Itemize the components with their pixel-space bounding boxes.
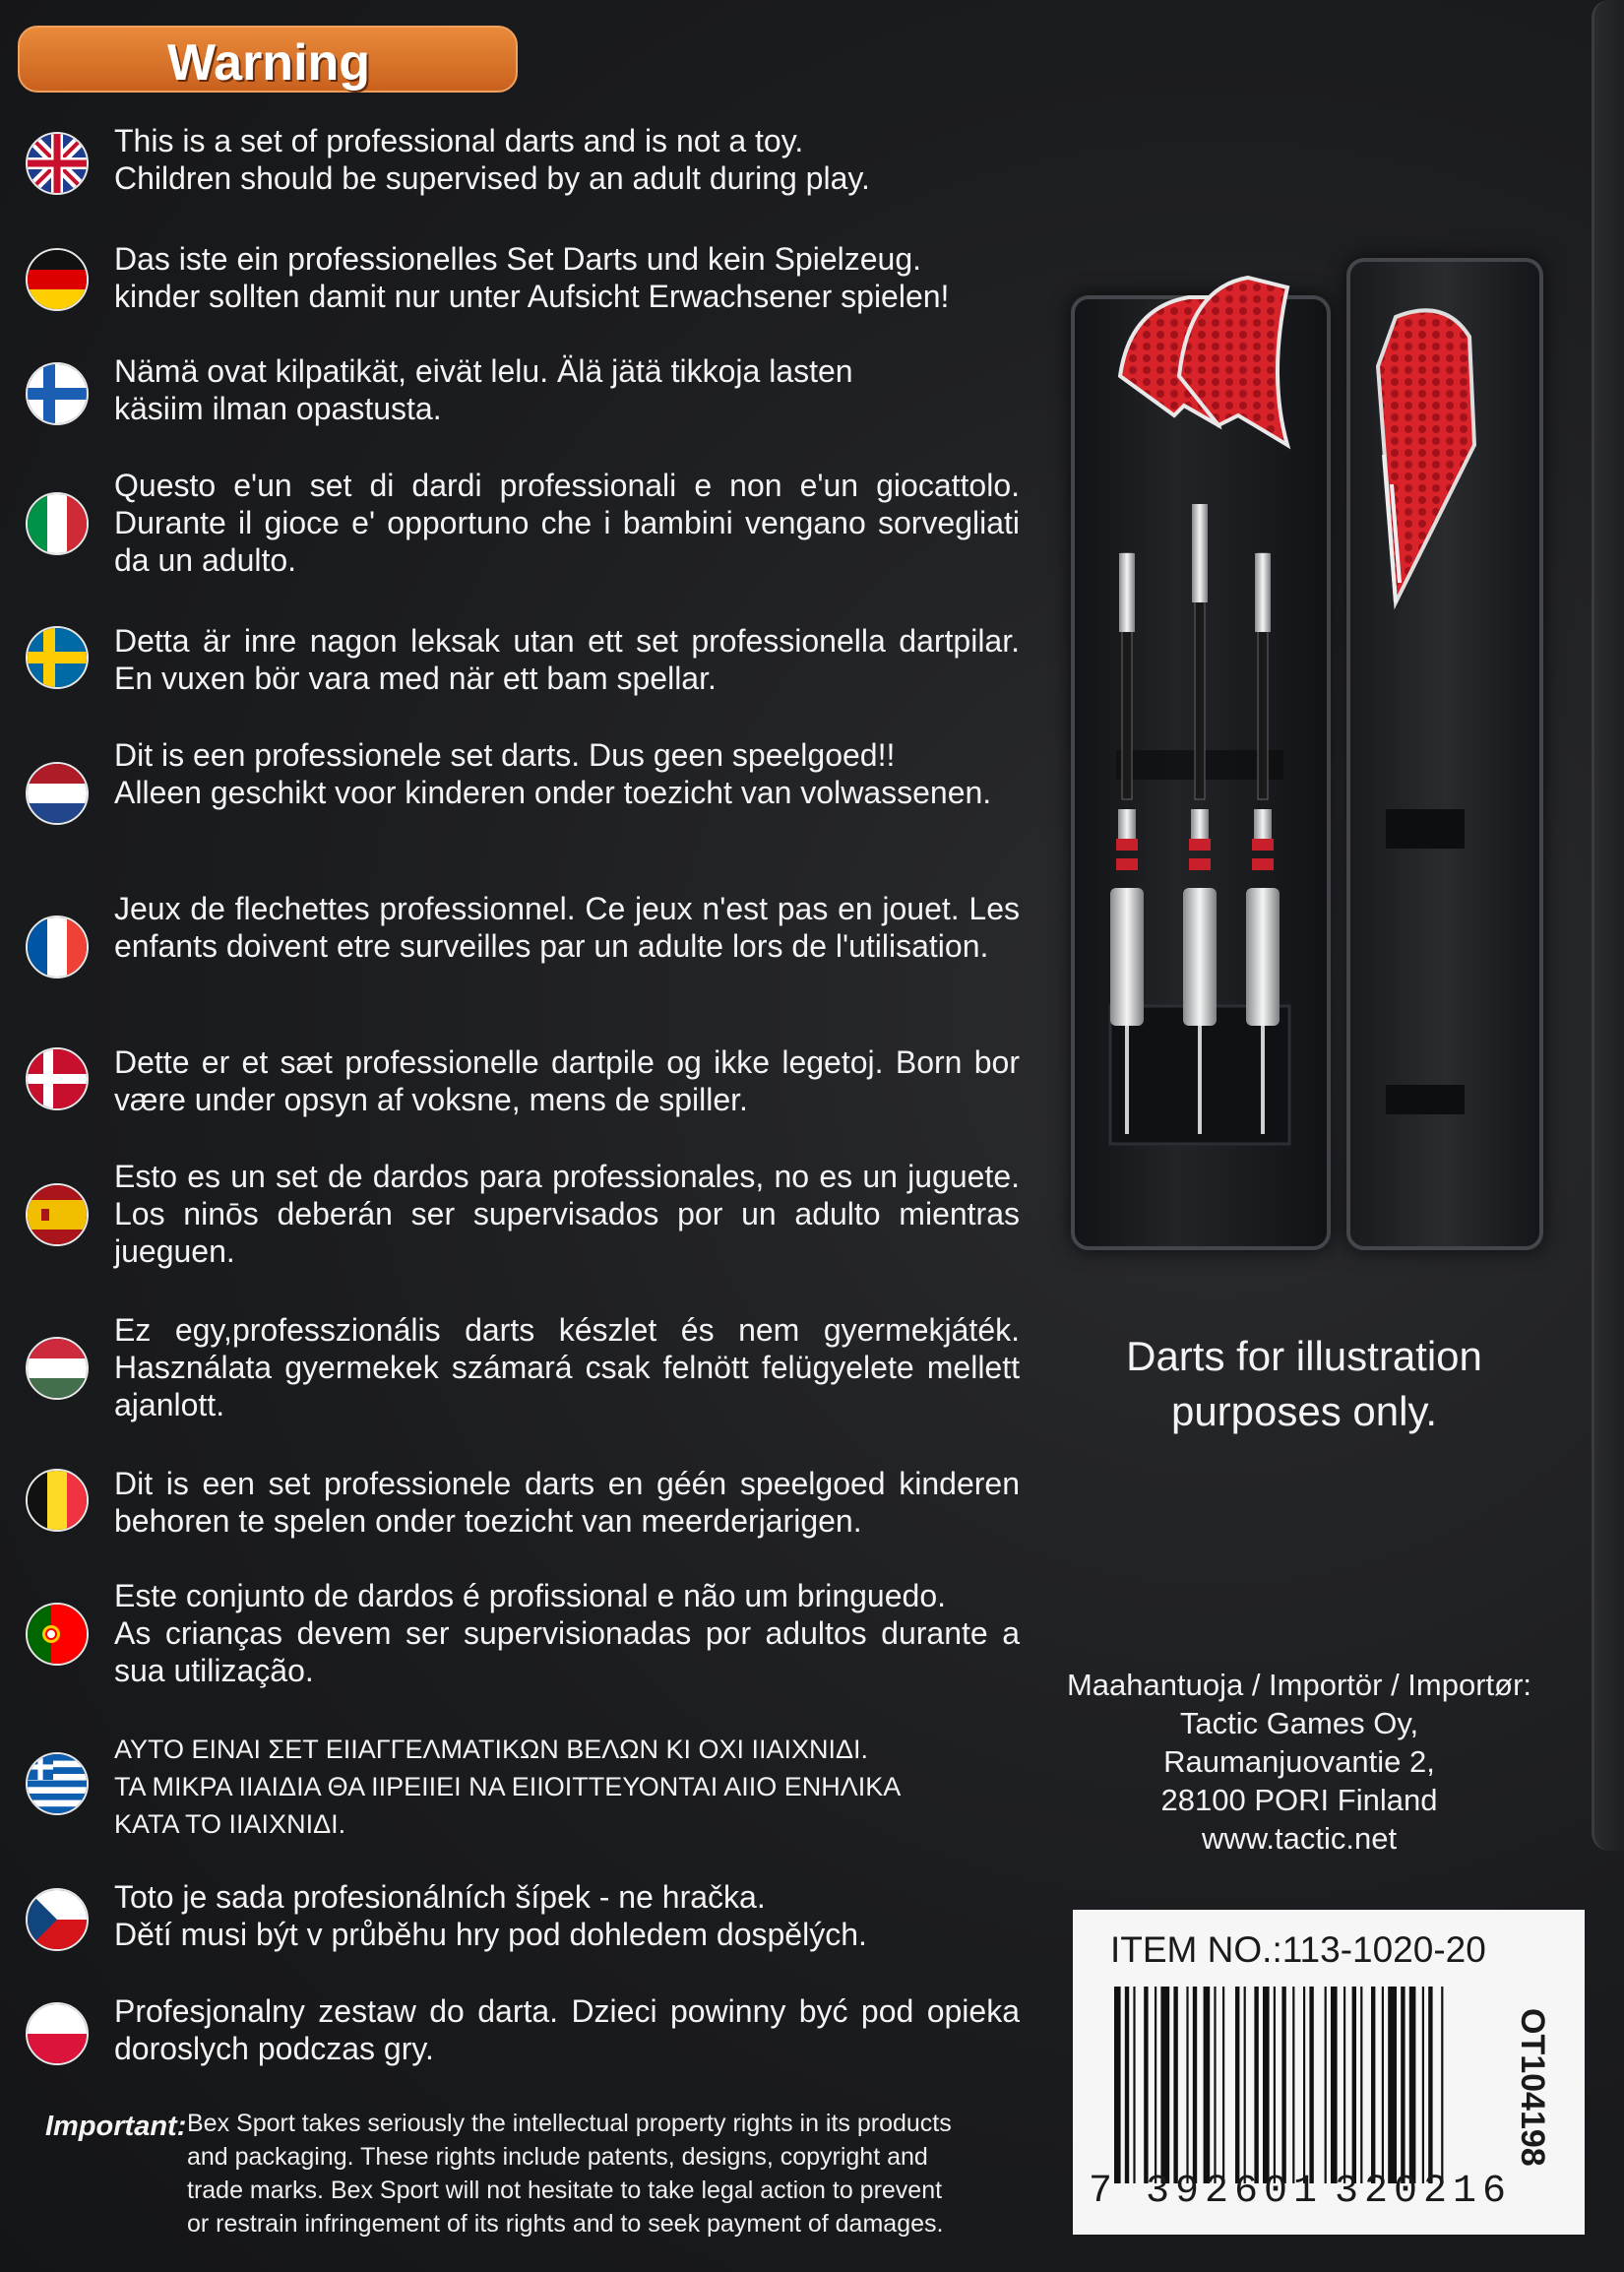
barcode-bars [1110,1987,1514,2183]
barcode-bar [1325,1987,1327,2183]
item-number: ITEM NO.:113-1020-20 [1110,1929,1486,1970]
barcode-digits-right: 320216 [1335,2170,1513,2214]
barcode-bar [1193,1987,1197,2183]
barcode-digits-left: 392601 [1146,2170,1324,2214]
barcode-bar [1125,1987,1129,2183]
warning-text-el: ΑΥΤΟ ΕΙΝΑΙ ΣΕΤ ΕΙΙΑΓΓΕΛΜΑΤΙΚΩΝ ΒΕΛΩΝ ΚΙ ΟΧΙ ΙΙΑΙΧΝΙΔΙ. ΤΑ ΜΙΚΡΑ ΙΙΑΙΔΙΑ ΘΑ ΙΙΡΕΙΙΕΙ ΝΑ ΕΙΙΟΙΤΤΕΥΟΝΤΑΙ ΑΙΙΟ ΕΝΗΛΙΚΑ ΚΑΤΑ ΤΟ ΙΙΑΙΧΝΙΔΙ. [114,1735,902,1839]
warning-text-pt: Este conjunto de dardos é profissional e não um bringuedo. As crianças devem ser supervisionadas por adultos durante a sua utilização. [114,1578,1020,1688]
warning-text-da: Dette er et sæt professionelle dartpile og ikke legetoj. Born bor være under opsyn af voksne, mens de spiller. [114,1044,1020,1117]
barcode-bar [1303,1987,1305,2183]
warning-text-es: Esto es un set de dardos para professionales, no es un juguete. Los ninōs deberán ser supervisados por un adulto mientras jueguen. [114,1159,1020,1269]
poland-flag-icon [26,2002,89,2065]
barcode-bar [1222,1987,1224,2183]
darts-illustration [1071,258,1543,1250]
barcode-bar [1235,1987,1239,2183]
package-edge [1592,0,1624,1851]
barcode-digit-prefix: 7 [1089,2170,1113,2214]
warning-text-hu: Ez egy,professzionális darts készlet és nem gyermekjáték. Használata gyermekek számará csak felnött felügyelete mellett ajanlott. [114,1312,1020,1422]
czech-flag-icon [26,1888,89,1951]
importer-website: www.tactic.net [1201,1821,1398,1856]
importer-address [1043,1666,1555,1858]
uk-flag-icon [26,132,89,195]
important-label: Important: [45,2111,187,2142]
warning-text-pl: Profesjonalny zestaw do darta. Dzieci powinny być pod opieka doroslych podczas gry. [114,1993,1020,2066]
warning-text-de: Das iste ein professionelles Set Darts und kein Spielzeug. kinder sollten damit nur unter Aufsicht Erwachsener spielen! [114,241,950,314]
greece-flag-icon [26,1752,89,1815]
barcode-bar [1360,1987,1362,2183]
importer-street: Raumanjuovantie 2, [1163,1744,1435,1779]
important-text: Bex Sport takes seriously the intellectual property rights in its products and packaging. These rights include patents, designs, copyright and trade marks. Bex Sport will not hesitate to take legal action to prevent or restrain infringement of its rights and to seek payment of damages. [187,2110,952,2238]
importer-city: 28100 PORI Finland [1160,1783,1438,1817]
italy-flag-icon [26,492,89,555]
barcode-bar [1144,1987,1148,2183]
barcode-bar [1133,1987,1135,2183]
warning-text-cs: Toto je sada profesionálních šípek - ne hračka. Dětí musi být v průběhu hry pod dohledem dospělých. [114,1879,867,1952]
finland-flag-icon [26,362,89,425]
barcode-bar [1204,1987,1211,2183]
side-code-text: OT104198 [1514,2008,1551,2167]
barcode-bar [1382,1987,1384,2183]
warning-banner [18,26,518,93]
side-code [1514,2008,1581,2205]
barcode-bar [1422,1987,1424,2183]
belgium-flag-icon [26,1469,89,1532]
barcode-bar [1254,1987,1258,2183]
importer-heading: Maahantuoja / Importör / Importør: [1066,1668,1532,1702]
warning-text-nl: Dit is een professionele set darts. Dus geen speelgoed!! Alleen geschikt voor kinderen onder toezicht van volwassenen. [114,737,992,810]
barcode-bar [1160,1987,1169,2183]
warning-text-it: Questo e'un set di dardi professionali e non e'un giocattolo. Durante il gioce e' opportuno che i bambini vengano sorvegliati da un adulto. [114,468,1020,578]
barcode-bar [1173,1987,1177,2183]
barcode-bar [1292,1987,1294,2183]
denmark-flag-icon [26,1047,89,1110]
spare-flight [1378,310,1474,602]
warning-text-be: Dit is een set professionele darts en géén speelgoed kinderen behoren te spelen onder toezicht van meerderjarigen. [114,1466,1020,1539]
barcode-bar [1281,1987,1285,2183]
barcode-bar [1388,1987,1397,2183]
barcode-bar [1401,1987,1405,2183]
barcode-bar [1114,1987,1121,2183]
barcode-bar [1244,1987,1246,2183]
barcode-bar [1343,1987,1345,2183]
sweden-flag-icon [26,626,89,689]
warning-text-fr: Jeux de flechettes professionnel. Ce jeux n'est pas en jouet. Les enfants doivent etre surveilles par un adulte lors de l'utilisation. [114,891,1020,964]
barcode-label [1073,1910,1585,2235]
warning-title: Warning [167,34,371,92]
barcode-bar [1352,1987,1356,2183]
france-flag-icon [26,915,89,978]
barcode-bar [1309,1987,1313,2183]
barcode-bar [1214,1987,1216,2183]
barcode-bar [1409,1987,1416,2183]
spain-flag-icon [26,1183,89,1246]
barcode-bar [1263,1987,1270,2183]
germany-flag-icon [26,248,89,311]
hungary-flag-icon [26,1337,89,1400]
warning-text-en: This is a set of professional darts and is not a toy. Children should be supervised by an adult during play. [114,123,870,196]
importer-company: Tactic Games Oy, [1179,1706,1419,1740]
netherlands-flag-icon [26,762,89,825]
warning-text-fi: Nämä ovat kilpatikät, eivät lelu. Älä jätä tikkoja lasten käsiim ilman opastusta. [114,353,853,426]
barcode-bar [1186,1987,1188,2183]
barcode-bar [1441,1987,1443,2183]
barcode-bar [1155,1987,1156,2183]
barcode-bar [1428,1987,1432,2183]
barcode-bar [1371,1987,1375,2183]
portugal-flag-icon [26,1603,89,1666]
warning-text-sv: Detta är inre nagon leksak utan ett set professionella dartpilar. En vuxen bör vara med när ett bam spellar. [114,623,1020,696]
barcode-bar [1274,1987,1276,2183]
barcode-bar [1331,1987,1338,2183]
illustration-disclaimer: Darts for illustration purposes only. [1126,1333,1482,1434]
